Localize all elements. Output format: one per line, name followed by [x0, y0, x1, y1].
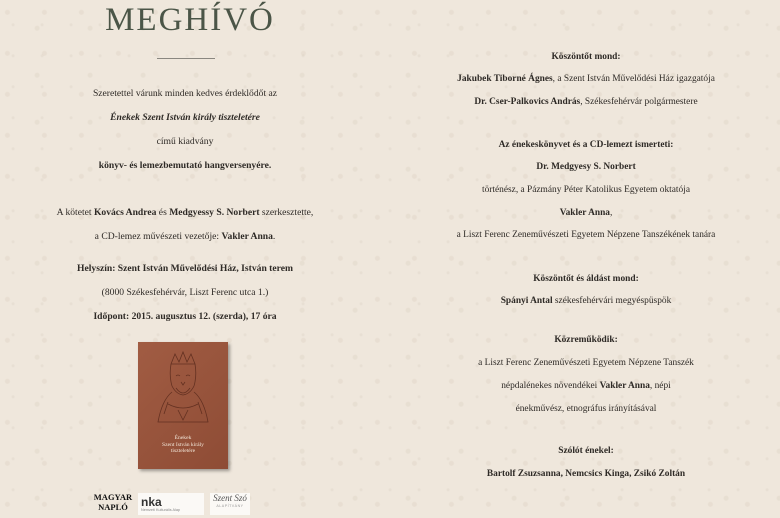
- performers-line-1: a Liszt Ferenc Zeneművészeti Egyetem Népzene Tanszék: [478, 358, 694, 368]
- cd-director-name: Vakler Anna: [221, 231, 273, 242]
- presenter-2-role: a Liszt Ferenc Zeneművészeti Egyetem Népzene Tanszékének tanára: [456, 230, 716, 240]
- event-type: könyv- és lemezbemutató hangversenyére.: [98, 160, 272, 171]
- editors-suffix: szerkesztette,: [259, 207, 314, 218]
- presenter-2: [392, 207, 780, 219]
- welcome-speaker-2-name: Dr. Cser-Palkovics András: [474, 97, 581, 107]
- welcome-speaker-1-role: , a Szent István Művelődési Ház igazgatója: [552, 74, 715, 84]
- editor-2: Medgyessy S. Norbert: [169, 207, 260, 218]
- invite-line-3: című kiadvány: [156, 136, 214, 147]
- welcome-speaker-2-role: , Székesfehérvár polgármestere: [580, 97, 698, 107]
- performers-leader: Vakler Anna: [599, 381, 650, 391]
- performers-line-2: [392, 380, 780, 392]
- heading-presenters: Az énekeskönyvet és a CD-lemezt ismerteti:: [498, 140, 674, 150]
- blessing-speaker-name: Spányi Antal: [500, 296, 553, 306]
- publication-title-text: Énekek Szent István király tiszteletére: [110, 112, 260, 123]
- heading-welcome: Köszöntőt mond:: [551, 52, 621, 62]
- soloists-names: Bartolf Zsuzsanna, Nemcsics Kinga, Zsikó Zoltán: [486, 469, 686, 479]
- performers-suffix: , népi: [649, 381, 671, 391]
- magyar-naplo-logo-line-1: MAGYAR: [93, 492, 133, 502]
- editors-line: [0, 207, 370, 219]
- cd-director-suffix: .: [272, 231, 276, 242]
- book-title-line-2: Szent István király: [162, 441, 204, 448]
- left-column: [0, 0, 370, 518]
- invite-line-1: Szeretettel várunk minden kedves érdeklődőt az: [92, 88, 278, 99]
- performers-prefix: népdalénekes növendékei: [501, 381, 600, 391]
- page-title: MEGHÍVÓ: [105, 2, 275, 38]
- book-title-line-1: Énekek: [174, 435, 192, 441]
- szent-szo-logo-name: Szent Szó: [213, 493, 247, 503]
- title-divider: [157, 58, 215, 59]
- book-title-line-3: tiszteletére: [170, 448, 196, 454]
- book-cover-title: [138, 435, 228, 455]
- time-line: Időpont: 2015. augusztus 12. (szerda), 17 óra: [93, 311, 277, 322]
- nka-logo: [138, 493, 204, 515]
- magyar-naplo-logo-line-2: NAPLÓ: [98, 502, 128, 512]
- nka-logo-subtitle: Nemzeti Kulturális Alap: [141, 508, 181, 512]
- szent-szo-logo-subtitle: ALAPÍTVÁNY: [216, 504, 244, 508]
- address-line: (8000 Székesfehérvár, Liszt Ferenc utca 1.): [101, 287, 269, 298]
- editors-and: és: [156, 207, 170, 218]
- nka-logo-mark: nka: [141, 495, 162, 509]
- heading-performers: Közreműködik:: [554, 335, 618, 345]
- szent-szo-logo: [210, 493, 250, 515]
- presenter-2-name: Vakler Anna: [559, 208, 610, 218]
- welcome-speaker-2: [392, 96, 780, 108]
- performers-line-3: énekművész, etnográfus irányításával: [515, 404, 657, 414]
- presenter-1-role: történész, a Pázmány Péter Katolikus Egyetem oktatója: [481, 185, 690, 195]
- book-cover-image: [138, 342, 228, 469]
- heading-soloists: Szólót énekel:: [558, 446, 614, 456]
- blessing-speaker-role: székesfehérvári megyéspüspök: [552, 296, 672, 306]
- editors-prefix: A kötetet: [56, 207, 94, 218]
- publication-title: [0, 112, 370, 124]
- cd-director-prefix: a CD-lemez művészeti vezetője:: [94, 231, 222, 242]
- right-column: [392, 0, 780, 518]
- heading-blessing: Köszöntőt és áldást mond:: [533, 274, 639, 284]
- cd-director-line: [0, 231, 370, 243]
- welcome-speaker-1: [392, 73, 780, 85]
- welcome-speaker-1-name: Jakubek Tiborné Ágnes: [457, 74, 553, 84]
- presenter-1-name: Dr. Medgyesy S. Norbert: [536, 162, 636, 172]
- venue-line: Helyszín: Szent István Művelődési Ház, István terem: [77, 263, 293, 274]
- editor-1: Kovács Andrea: [93, 207, 157, 218]
- presenter-2-comma: ,: [609, 208, 613, 218]
- blessing-speaker: [392, 295, 780, 307]
- magyar-naplo-logo: [93, 492, 133, 512]
